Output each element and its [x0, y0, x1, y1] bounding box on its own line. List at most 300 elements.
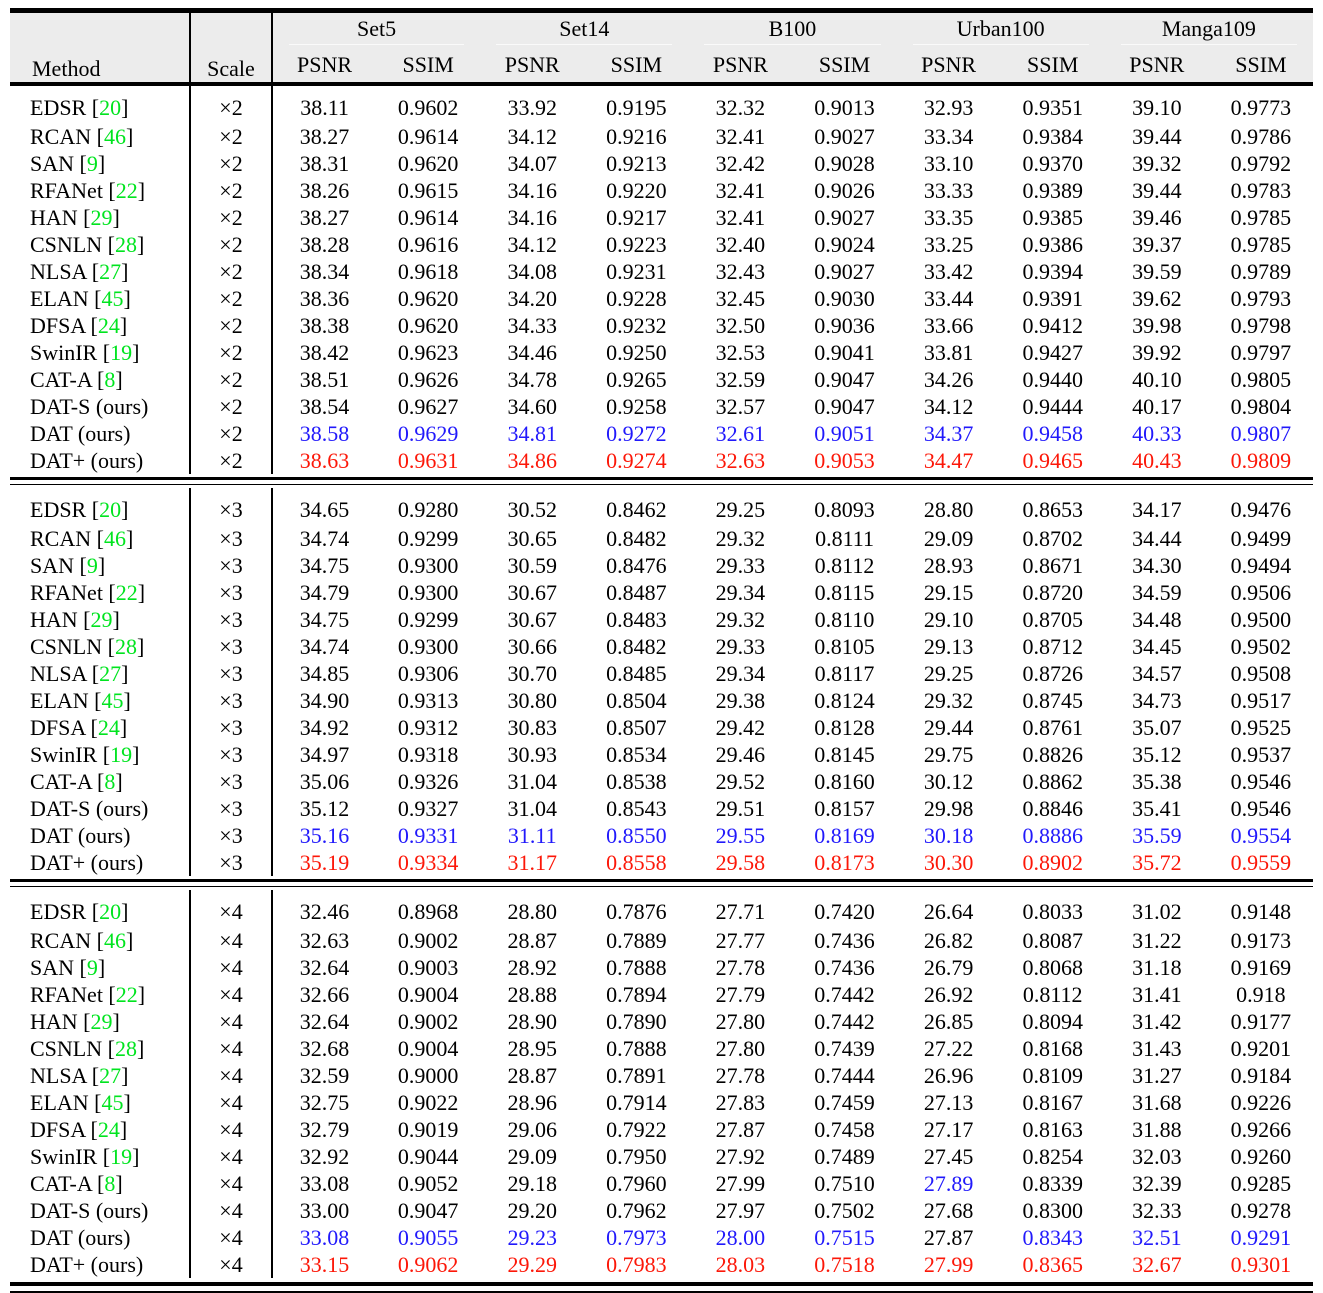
- metric-value: 0.8482: [606, 526, 667, 551]
- metric-value: 0.7459: [814, 1090, 875, 1115]
- metric-value: 32.59: [715, 367, 766, 392]
- citation-ref[interactable]: 29: [90, 205, 113, 230]
- table-row: [10, 890, 1313, 927]
- metric-value: 0.9177: [1230, 1009, 1292, 1034]
- metric-value: 0.8112: [814, 553, 875, 578]
- metric-value: 0.9615: [397, 178, 459, 203]
- scale-cell: ×4: [190, 1008, 272, 1035]
- metric-value: 29.42: [715, 715, 766, 740]
- citation-ref[interactable]: 24: [97, 1117, 120, 1142]
- scale-cell: ×4: [190, 1251, 272, 1278]
- method-cell: [10, 954, 190, 981]
- metric-value: 38.36: [299, 286, 350, 311]
- metric-value: 27.97: [715, 1198, 766, 1223]
- scale-cell: ×4: [190, 890, 272, 927]
- metric-value: 29.34: [715, 580, 766, 605]
- metric-value: 0.9525: [1230, 715, 1292, 740]
- citation-ref[interactable]: 20: [99, 95, 122, 120]
- metric-value: 0.9327: [397, 796, 459, 821]
- metric-value: 29.52: [715, 769, 766, 794]
- metric-value: 0.9631: [397, 448, 459, 473]
- header-group-row: [10, 11, 1313, 49]
- metric-value: 0.9036: [814, 313, 875, 338]
- citation-ref[interactable]: 8: [104, 1171, 116, 1196]
- method-cell: DAT (ours): [10, 822, 190, 849]
- method-label: DFSA [: [30, 313, 98, 338]
- method-cell: [10, 633, 190, 660]
- metric-value: 0.9002: [397, 928, 459, 953]
- method-label: CSNLN [: [30, 634, 115, 659]
- metric-value: 32.39: [1132, 1171, 1182, 1196]
- metric-value: 0.9620: [397, 313, 459, 338]
- method-label: ]: [112, 205, 120, 230]
- method-label: ]: [121, 1063, 129, 1088]
- table-row: [10, 1251, 1313, 1278]
- metric-value: 32.45: [715, 286, 766, 311]
- metric-value: 0.9389: [1022, 178, 1083, 203]
- method-cell: [10, 714, 190, 741]
- metric-value: 34.30: [1132, 553, 1182, 578]
- metric-value: 33.00: [299, 1198, 350, 1223]
- metric-value: 0.9614: [397, 124, 459, 149]
- metric-value: 0.8826: [1022, 742, 1083, 767]
- metric-value: 31.04: [507, 796, 557, 821]
- metric-value: 0.7889: [606, 928, 667, 953]
- metric-value: 0.9793: [1230, 286, 1292, 311]
- metric-value: 39.37: [1132, 232, 1182, 257]
- metric-value: 32.41: [715, 178, 766, 203]
- metric-value: 0.8671: [1022, 553, 1083, 578]
- metric-value: 0.9301: [1230, 1252, 1292, 1277]
- metric-value: 0.8167: [1022, 1090, 1083, 1115]
- metric-value: 31.41: [1132, 982, 1182, 1007]
- citation-ref[interactable]: 24: [97, 715, 120, 740]
- metric-value: 0.9265: [606, 367, 667, 392]
- metric-value: 0.9184: [1230, 1063, 1292, 1088]
- metric-value: 33.81: [923, 340, 974, 365]
- method-cell: [10, 123, 190, 150]
- citation-ref[interactable]: 9: [86, 955, 98, 980]
- table-header: [10, 11, 1313, 85]
- metric-value: 0.9313: [397, 688, 459, 713]
- citation-ref[interactable]: 9: [86, 553, 98, 578]
- citation-ref[interactable]: 29: [90, 1009, 113, 1034]
- metric-value: 29.46: [715, 742, 766, 767]
- metric-value: 27.80: [715, 1036, 766, 1061]
- metric-value: 0.9798: [1230, 313, 1292, 338]
- metric-value: 30.59: [507, 553, 557, 578]
- method-cell: [10, 285, 190, 312]
- metric-value: 0.9226: [1230, 1090, 1292, 1115]
- metric-value: 39.44: [1132, 124, 1182, 149]
- scale-cell: ×2: [190, 123, 272, 150]
- method-label: ]: [123, 286, 131, 311]
- method-cell: DAT+ (ours): [10, 1251, 190, 1278]
- scale-cell: ×2: [190, 258, 272, 285]
- citation-ref[interactable]: 19: [110, 742, 133, 767]
- separator-cell: [10, 876, 1313, 890]
- metric-value: 31.43: [1132, 1036, 1182, 1061]
- method-label: DFSA [: [30, 1117, 98, 1142]
- metric-value: 0.9022: [397, 1090, 459, 1115]
- metric-value: 0.9465: [1022, 448, 1083, 473]
- metric-value: 32.63: [299, 928, 350, 953]
- metric-value: 0.8094: [1022, 1009, 1083, 1034]
- metric-value: 27.99: [923, 1252, 974, 1277]
- scale-cell: ×4: [190, 1116, 272, 1143]
- metric-value: 30.93: [507, 742, 557, 767]
- metric-value: 27.80: [715, 1009, 766, 1034]
- metric-value: 0.9272: [606, 421, 667, 446]
- scale-cell: ×4: [190, 981, 272, 1008]
- citation-ref[interactable]: 19: [110, 1144, 133, 1169]
- metric-value: 29.18: [507, 1171, 557, 1196]
- metric-value: 32.92: [299, 1144, 350, 1169]
- metric-value: 0.7922: [606, 1117, 667, 1142]
- method-label: CSNLN [: [30, 1036, 115, 1061]
- method-cell: [10, 366, 190, 393]
- table-row: [10, 525, 1313, 552]
- metric-value: 0.8550: [606, 823, 667, 848]
- method-cell: [10, 1116, 190, 1143]
- method-label: HAN [: [30, 205, 91, 230]
- metric-value: 0.9306: [397, 661, 459, 686]
- metric-value: 27.78: [715, 1063, 766, 1088]
- citation-ref[interactable]: 46: [103, 526, 126, 551]
- method-label: ]: [115, 769, 123, 794]
- metric-value: 32.43: [715, 259, 766, 284]
- metric-value: 30.18: [923, 823, 974, 848]
- metric-value: 0.9427: [1022, 340, 1083, 365]
- citation-ref[interactable]: 20: [99, 497, 122, 522]
- citation-ref[interactable]: 19: [110, 340, 133, 365]
- metric-value: 0.9004: [397, 1036, 459, 1061]
- metric-value: 32.93: [923, 95, 974, 120]
- table-row: [10, 822, 1313, 849]
- metric-value: 34.46: [507, 340, 557, 365]
- metric-value: 0.8173: [814, 850, 875, 875]
- metric-value: 0.8558: [606, 850, 667, 875]
- metric-value: 0.9385: [1022, 205, 1083, 230]
- method-label: RFANet [: [30, 580, 116, 605]
- metric-value: 0.8068: [1022, 955, 1083, 980]
- metric-value: 38.27: [299, 205, 350, 230]
- metric-value: 0.8745: [1022, 688, 1083, 713]
- metric-value: 0.9440: [1022, 367, 1083, 392]
- metric-value: 0.9412: [1022, 313, 1083, 338]
- metric-value: 34.17: [1132, 497, 1182, 522]
- scale-cell: ×2: [190, 312, 272, 339]
- citation-ref[interactable]: 22: [115, 580, 138, 605]
- metric-value: 40.17: [1132, 394, 1182, 419]
- table-row: [10, 285, 1313, 312]
- metric-value: 0.8886: [1022, 823, 1083, 848]
- table-row: [10, 741, 1313, 768]
- citation-ref[interactable]: 8: [104, 367, 116, 392]
- metric-value: 0.9546: [1230, 769, 1292, 794]
- metric-value: 34.73: [1132, 688, 1182, 713]
- method-cell: DAT-S (ours): [10, 393, 190, 420]
- metric-value: 0.8128: [814, 715, 875, 740]
- method-label: ]: [121, 661, 129, 686]
- header-metric-psnr: PSNR: [297, 52, 353, 77]
- metric-value: 0.9026: [814, 178, 875, 203]
- method-cell: [10, 687, 190, 714]
- method-label: ]: [123, 1090, 131, 1115]
- metric-value: 0.9053: [814, 448, 875, 473]
- table-row: [10, 123, 1313, 150]
- metric-value: 0.9260: [1230, 1144, 1292, 1169]
- header-dataset-urban100: [897, 11, 1105, 49]
- header-metric-ssim: SSIM: [818, 52, 871, 77]
- metric-value: 28.88: [507, 982, 557, 1007]
- metric-value: 0.9394: [1022, 259, 1083, 284]
- metric-value: 0.9300: [397, 580, 459, 605]
- metric-value: 34.48: [1132, 607, 1182, 632]
- method-cell: [10, 231, 190, 258]
- method-cell: [10, 579, 190, 606]
- metric-value: 39.92: [1132, 340, 1182, 365]
- header-metric-psnr: PSNR: [921, 52, 977, 77]
- citation-ref[interactable]: 46: [103, 928, 126, 953]
- method-cell: [10, 768, 190, 795]
- metric-value: 0.8087: [1022, 928, 1083, 953]
- metric-value: 38.34: [299, 259, 350, 284]
- citation-ref[interactable]: 27: [99, 1063, 122, 1088]
- metric-value: 35.07: [1132, 715, 1182, 740]
- metric-value: 0.9047: [814, 367, 875, 392]
- scale-cell: ×3: [190, 822, 272, 849]
- metric-value: 29.06: [507, 1117, 557, 1142]
- metric-value: 33.33: [923, 178, 974, 203]
- table-row: [10, 579, 1313, 606]
- header-metric-ssim: SSIM: [610, 52, 662, 77]
- metric-value: 26.79: [923, 955, 974, 980]
- method-label: EDSR [: [30, 899, 100, 924]
- metric-value: 0.9807: [1230, 421, 1292, 446]
- citation-ref[interactable]: 20: [99, 899, 122, 924]
- metric-value: 32.50: [715, 313, 766, 338]
- metric-value: 30.67: [507, 580, 557, 605]
- metric-value: 29.32: [715, 607, 766, 632]
- citation-ref[interactable]: 45: [101, 286, 124, 311]
- metric-value: 33.34: [923, 124, 974, 149]
- metric-value: 27.17: [923, 1117, 974, 1142]
- metric-value: 0.7914: [606, 1090, 667, 1115]
- metric-value: 35.59: [1132, 823, 1182, 848]
- scale-cell: ×2: [190, 285, 272, 312]
- metric-value: 32.63: [715, 448, 766, 473]
- method-cell: [10, 204, 190, 231]
- metric-value: 0.7888: [606, 955, 667, 980]
- citation-ref[interactable]: 28: [114, 232, 137, 257]
- metric-value: 29.10: [923, 607, 974, 632]
- metric-value: 0.9508: [1230, 661, 1292, 686]
- method-label: SAN [: [30, 151, 87, 176]
- scale-cell: ×3: [190, 606, 272, 633]
- citation-ref[interactable]: 24: [97, 313, 120, 338]
- method-cell: [10, 525, 190, 552]
- metric-value: 0.7891: [606, 1063, 667, 1088]
- metric-value: 0.9300: [397, 634, 459, 659]
- scale-cell: ×2: [190, 366, 272, 393]
- method-cell: DAT+ (ours): [10, 447, 190, 474]
- metric-value: 0.9169: [1230, 955, 1292, 980]
- metric-value: 0.8902: [1022, 850, 1083, 875]
- method-label: NLSA [: [30, 259, 100, 284]
- metric-value: 28.90: [507, 1009, 557, 1034]
- metric-value: 0.8033: [1022, 899, 1083, 924]
- scale-cell: ×3: [190, 687, 272, 714]
- metric-value: 33.10: [923, 151, 974, 176]
- header-metric-psnr: PSNR: [504, 52, 560, 77]
- method-label: RFANet [: [30, 982, 116, 1007]
- citation-ref[interactable]: 27: [99, 661, 122, 686]
- method-label: ]: [125, 526, 134, 551]
- metric-value: 29.09: [923, 526, 974, 551]
- metric-value: 0.8157: [814, 796, 875, 821]
- table-row: [10, 768, 1313, 795]
- results-table: [10, 8, 1313, 1293]
- metric-value: 32.42: [715, 151, 766, 176]
- metric-value: 0.7444: [814, 1063, 875, 1088]
- citation-ref[interactable]: 8: [104, 769, 116, 794]
- metric-value: 0.8543: [606, 796, 667, 821]
- table-row: [10, 488, 1313, 525]
- metric-value: 0.9000: [397, 1063, 459, 1088]
- metric-value: 32.59: [299, 1063, 350, 1088]
- method-label: ]: [136, 232, 145, 257]
- citation-ref[interactable]: 9: [86, 151, 98, 176]
- table-row: [10, 447, 1313, 474]
- metric-value: 0.7502: [814, 1198, 875, 1223]
- metric-value: 0.8653: [1022, 497, 1083, 522]
- scale-cell: ×3: [190, 660, 272, 687]
- metric-value: 0.8109: [1022, 1063, 1083, 1088]
- table-row: [10, 150, 1313, 177]
- table-row: [10, 606, 1313, 633]
- method-cell: [10, 606, 190, 633]
- metric-value: 33.44: [923, 286, 974, 311]
- metric-value: 0.9476: [1230, 497, 1292, 522]
- metric-value: 29.25: [923, 661, 974, 686]
- metric-value: 0.918: [1236, 982, 1286, 1007]
- metric-value: 29.09: [507, 1144, 557, 1169]
- method-label: ]: [115, 1171, 123, 1196]
- method-label: ELAN [: [30, 1090, 102, 1115]
- metric-value: 0.7973: [606, 1225, 667, 1250]
- citation-ref[interactable]: 28: [114, 634, 137, 659]
- method-cell: [10, 741, 190, 768]
- metric-value: 39.44: [1132, 178, 1182, 203]
- scale-cell: ×4: [190, 1197, 272, 1224]
- scale-cell: ×2: [190, 420, 272, 447]
- method-label: RCAN [: [30, 526, 104, 551]
- citation-ref[interactable]: 45: [101, 688, 124, 713]
- citation-ref[interactable]: 22: [115, 982, 138, 1007]
- table-row: [10, 687, 1313, 714]
- metric-value: 0.9278: [1230, 1198, 1292, 1223]
- metric-value: 0.9266: [1230, 1117, 1292, 1142]
- metric-value: 29.32: [923, 688, 974, 713]
- metric-value: 35.12: [1132, 742, 1182, 767]
- metric-value: 0.9030: [814, 286, 875, 311]
- method-label: CAT-A [: [30, 367, 105, 392]
- metric-value: 35.19: [299, 850, 350, 875]
- scale-cell: ×2: [190, 339, 272, 366]
- method-label: ]: [97, 955, 106, 980]
- table-row: [10, 1197, 1313, 1224]
- metric-value: 0.9004: [397, 982, 459, 1007]
- citation-ref[interactable]: 29: [90, 607, 113, 632]
- table-row: [10, 312, 1313, 339]
- metric-value: 0.9773: [1230, 95, 1292, 120]
- metric-value: 29.29: [507, 1252, 557, 1277]
- method-label: SAN [: [30, 955, 87, 980]
- metric-value: 34.08: [507, 259, 557, 284]
- metric-value: 32.64: [299, 1009, 350, 1034]
- metric-value: 33.25: [923, 232, 974, 257]
- method-label: ]: [119, 715, 128, 740]
- metric-value: 0.8483: [606, 607, 667, 632]
- metric-value: 34.92: [299, 715, 350, 740]
- scale-cell: ×2: [190, 84, 272, 123]
- method-label: SwinIR [: [30, 742, 111, 767]
- method-label: ELAN [: [30, 286, 102, 311]
- metric-value: 0.8482: [606, 634, 667, 659]
- metric-value: 0.8504: [606, 688, 667, 713]
- metric-value: 0.7888: [606, 1036, 667, 1061]
- method-cell: [10, 981, 190, 1008]
- metric-value: 0.8712: [1022, 634, 1083, 659]
- method-label: CAT-A [: [30, 1171, 105, 1196]
- metric-value: 32.61: [715, 421, 766, 446]
- metric-value: 0.9517: [1230, 688, 1292, 713]
- citation-ref[interactable]: 28: [114, 1036, 137, 1061]
- metric-value: 0.9274: [606, 448, 667, 473]
- metric-value: 0.8720: [1022, 580, 1083, 605]
- citation-ref[interactable]: 45: [101, 1090, 124, 1115]
- citation-ref[interactable]: 27: [99, 259, 122, 284]
- metric-value: 33.08: [299, 1171, 350, 1196]
- header-dataset-set14: [480, 11, 688, 49]
- metric-value: 26.85: [923, 1009, 974, 1034]
- metric-value: 0.7518: [814, 1252, 875, 1277]
- metric-value: 0.9051: [814, 421, 875, 446]
- metric-value: 29.25: [715, 497, 766, 522]
- metric-value: 38.11: [300, 95, 349, 120]
- metric-value: 34.78: [507, 367, 557, 392]
- metric-value: 26.82: [923, 928, 974, 953]
- metric-value: 34.16: [507, 205, 557, 230]
- scale-cell: ×4: [190, 1089, 272, 1116]
- method-label: ]: [121, 899, 129, 924]
- metric-value: 38.51: [299, 367, 350, 392]
- metric-value: 0.7436: [814, 928, 875, 953]
- method-cell: [10, 150, 190, 177]
- method-cell: [10, 488, 190, 525]
- scale-cell: ×4: [190, 1035, 272, 1062]
- metric-value: 0.8110: [814, 607, 875, 632]
- citation-ref[interactable]: 46: [103, 124, 126, 149]
- metric-value: 26.64: [923, 899, 974, 924]
- table-row: [10, 366, 1313, 393]
- metric-value: 0.9331: [397, 823, 459, 848]
- citation-ref[interactable]: 22: [115, 178, 138, 203]
- method-label: ]: [136, 1036, 145, 1061]
- method-label: ]: [115, 367, 123, 392]
- method-label: SAN [: [30, 553, 87, 578]
